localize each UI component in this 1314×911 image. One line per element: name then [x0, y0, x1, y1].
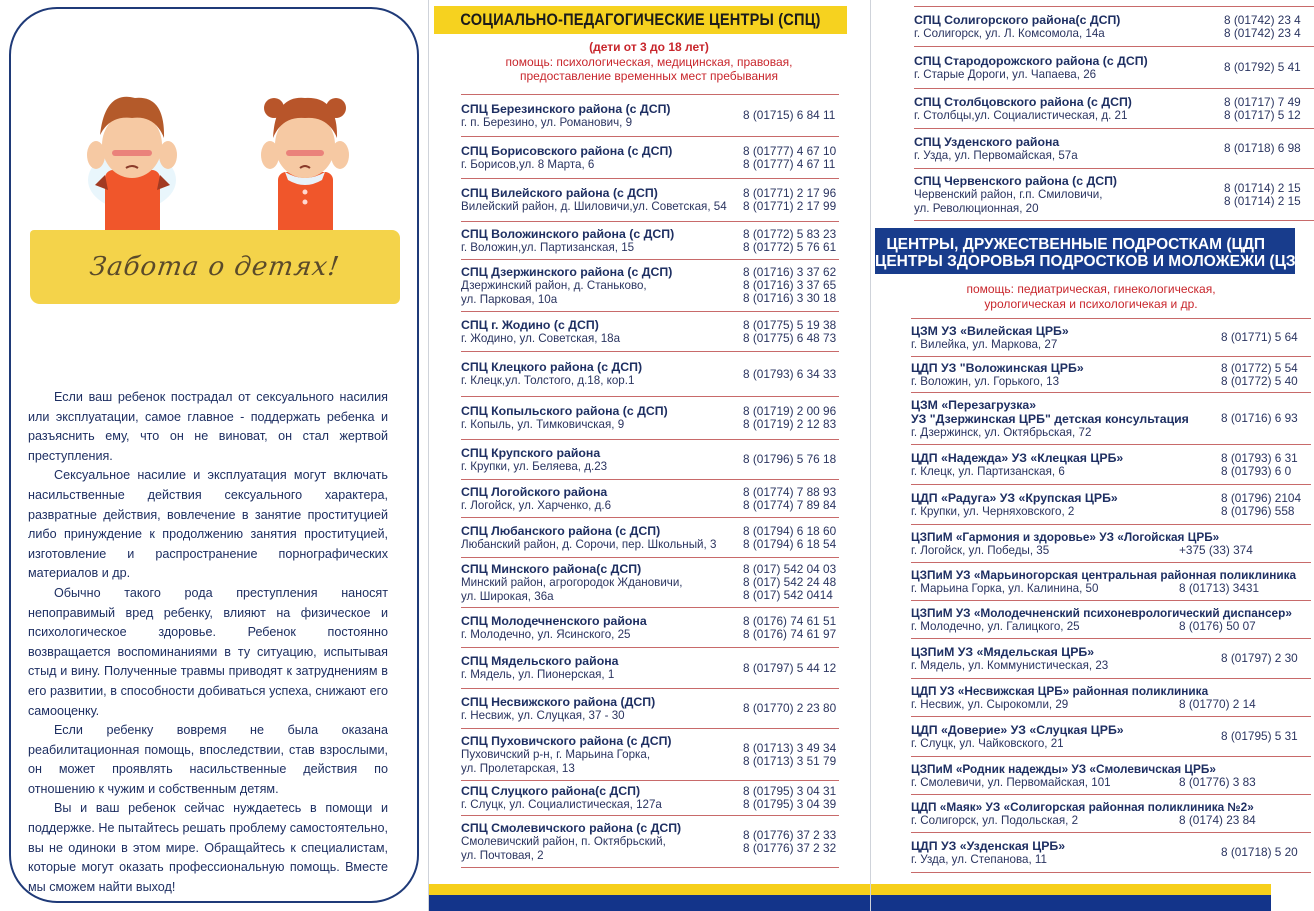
directory-entry [911, 638, 1311, 678]
entry-phone: 8 (01772) 5 54 [1221, 360, 1298, 375]
entry-details [914, 54, 1224, 82]
entry-name: СПЦ Солигорского района(с ДСП) [914, 12, 1121, 27]
yellow-stripe [871, 884, 1271, 895]
entry-name: СПЦ Стародорожского района (с ДСП) [914, 53, 1148, 68]
entry-name: ЦЗМ «Перезагрузка» [911, 397, 1037, 412]
entry-phones [743, 563, 839, 602]
entry-name: СПЦ Слуцкого района(с ДСП) [461, 784, 641, 799]
boy-figure [87, 97, 177, 240]
entry-phone: 8 (0174) 23 84 [1179, 812, 1256, 827]
entry-address: Вилейский район, д. Шиловичи,ул. Советская, 54 [461, 200, 727, 214]
directory-entry [914, 88, 1314, 128]
entry-name: ЦДП «Доверие» УЗ «Слуцкая ЦРБ» [911, 722, 1124, 737]
entry-name: ЦДП «Маяк» УЗ «Солигорская районная поликлиника №2» [911, 799, 1254, 814]
entry-phone: 8 (01716) 6 93 [1221, 411, 1298, 425]
entry-name: СПЦ Минского района(с ДСП) [461, 562, 642, 576]
entry-address: г. Воложин,ул. Партизанская, 15 [461, 240, 635, 254]
entry-details [461, 186, 743, 214]
entry-address: г. Мядель, ул. Пионерская, 1 [461, 668, 615, 682]
entry-phone: 8 (01771) 2 17 99 [743, 199, 837, 213]
entry-address: Любанский район, д. Сорочи, пер. Школьный, 3 [461, 537, 717, 551]
entry-phones [743, 228, 839, 254]
entry-address: ул. Парковая, 10а [461, 292, 558, 306]
entry-details [461, 734, 743, 775]
directory-entry [914, 168, 1314, 220]
entry-address: г. Слуцк, ул. Чайковского, 21 [911, 736, 1064, 750]
entry-name: СПЦ г. Жодино (с ДСП) [461, 317, 599, 332]
entry-phones [1224, 182, 1314, 208]
entry-address-row [911, 698, 1311, 712]
entry-name: ЦДП «Радуга» УЗ «Крупская ЦРБ» [911, 490, 1118, 505]
cdp-directory-panel [870, 0, 1302, 911]
entry-phones [743, 615, 839, 641]
entry-phone: 8 (01793) 6 34 33 [743, 366, 837, 381]
entry-phone: 8 (01772) 5 76 61 [743, 239, 837, 254]
entry-address: г. Копыль, ул. Тимковичская, 9 [461, 418, 625, 432]
entry-phone: 8 (01794) 6 18 54 [743, 536, 837, 551]
entry-name: СПЦ Пуховичского района (с ДСП) [461, 734, 672, 748]
entry-phone: 8 (017) 542 04 03 [743, 562, 837, 576]
directory-entry [461, 607, 839, 647]
entry-address: г. Узда, ул. Степанова, 11 [911, 852, 1047, 866]
entry-phones [743, 453, 839, 466]
entry-phones [1224, 14, 1314, 40]
entry-phone: 8 (01777) 4 67 10 [743, 143, 837, 158]
entry-name: ЦЗПиМ УЗ «Марьиногорская центральная районная поликлиника [911, 567, 1297, 582]
directory-entry [461, 557, 839, 607]
entry-name: СПЦ Любанского района (с ДСП) [461, 523, 661, 538]
entry-phone: 8 (01713) 3 49 34 [743, 740, 837, 755]
directory-entry [911, 524, 1311, 562]
entry-address: г. Слуцк, ул. Социалистическая, 127а [461, 798, 662, 812]
entry-details [911, 451, 1221, 479]
navy-stripe [429, 895, 871, 911]
entry-name: ЦДП «Надежда» УЗ «Клецкая ЦРБ» [911, 450, 1124, 465]
entry-address: г. Вилейка, ул. Маркова, 27 [911, 337, 1058, 351]
entry-phone: 8 (01770) 2 14 [1179, 696, 1256, 711]
entry-name: СПЦ Воложинского района (с ДСП) [461, 226, 675, 241]
entry-details [461, 524, 743, 552]
entry-name: СПЦ Смолевичского района (с ДСП) [461, 821, 682, 835]
directory-entry [461, 479, 839, 517]
entry-phone: 8 (017) 542 24 48 [743, 575, 837, 589]
entry-details [461, 404, 743, 432]
help-line: помощь: педиатрическая, гинекологическая, [966, 282, 1216, 296]
entry-phone: 8 (01719) 2 00 96 [743, 404, 837, 418]
entry-address: г. Узда, ул. Первомайская, 57а [914, 148, 1078, 162]
paragraph: Обычно такого рода преступления наносят непоправимый вред ребенку, влияют на физическое и психологическое здоровье. Ребенок постоянно возвращается воспоминаниями в ту ситуацию, испытывая стыд и вину. Полученные травмы приводят к затруднениям в его развитии, в способности добиваться успеха, снижают его самооценку. [28, 585, 388, 718]
directory-entry [911, 600, 1311, 638]
girl-figure [261, 98, 349, 240]
entry-phones [1221, 452, 1311, 478]
entry-phone: 8 (01715) 6 84 11 [743, 108, 836, 122]
entry-address: г. Борисов,ул. 8 Марта, 6 [461, 157, 595, 171]
directory-entry [461, 311, 839, 351]
entry-name: ЦЗПиМ УЗ «Мядельская ЦРБ» [911, 644, 1095, 659]
entry-name: ЦЗПиМ «Гармония и здоровье» УЗ «Логойская ЦРБ» [911, 529, 1220, 544]
entry-phone: 8 (01771) 5 64 [1221, 330, 1298, 344]
directory-entry [461, 221, 839, 259]
entry-address: г. Марьина Горка, ул. Калинина, 50 [911, 581, 1099, 595]
entry-details [911, 800, 1311, 828]
divider [461, 867, 839, 868]
entry-address: Червенский район, г.п. Смиловичи, [914, 188, 1103, 201]
entry-phones [743, 742, 839, 768]
entry-address: г. Воложин, ул. Горького, 13 [911, 374, 1060, 388]
entry-address: г. Клецк,ул. Толстого, д.18, кор.1 [461, 374, 635, 388]
entry-details [911, 606, 1311, 634]
entry-phone: 8 (01716) 3 37 62 [743, 265, 837, 279]
entry-name: ЦДП УЗ "Воложинская ЦРБ» [911, 360, 1084, 375]
entry-phone: 8 (0176) 74 61 51 [743, 613, 837, 628]
entry-phone: 8 (01714) 2 15 [1224, 193, 1301, 208]
entry-phone: 8 (01776) 3 83 [1179, 774, 1256, 789]
entry-phones [743, 266, 839, 305]
entry-address: г. Старые Дороги, ул. Чапаева, 26 [914, 67, 1097, 81]
entry-address: г. Солигорск, ул. Подольская, 2 [911, 813, 1079, 827]
entry-details [461, 695, 743, 723]
entry-details [914, 174, 1224, 215]
paragraph: Сексуальное насилие и эксплуатация могут включать насильственные действия сексуального характера, развратные действия, вовлечение в занятие проституцией либо принуждение к продолжению занятия проституцией, изготовление и распространение порнографических материалов и др. [28, 468, 388, 581]
entry-details [461, 562, 743, 603]
entry-name: СПЦ Дзержинского района (с ДСП) [461, 265, 673, 279]
entry-phone: 8 (01714) 2 15 [1224, 180, 1301, 195]
entry-address: г. Несвиж, ул. Слуцкая, 37 - 30 [461, 708, 625, 722]
entry-address: Пуховичский р-н, г. Марьина Горка, [461, 748, 651, 761]
directory-entry [911, 716, 1311, 756]
entry-phone: 8 (01774) 7 88 93 [743, 484, 837, 499]
entry-phone: 8 (01772) 5 40 [1221, 373, 1298, 388]
directory-entry [911, 678, 1311, 716]
directory-entry [914, 46, 1314, 88]
entry-phone: 8 (01770) 2 23 80 [743, 701, 837, 715]
entry-phone: 8 (01797) 5 44 12 [743, 660, 837, 675]
directory-entry [911, 794, 1311, 832]
entry-address: г. Солигорск, ул. Л. Комсомола, 14а [914, 26, 1105, 40]
entry-phones [743, 319, 839, 345]
entry-phones [1221, 331, 1311, 344]
entry-details [911, 723, 1221, 751]
directory-entry [911, 832, 1311, 872]
entry-details [461, 654, 743, 682]
entry-address: г. Клецк, ул. Партизанская, 6 [911, 464, 1065, 478]
entry-phones [743, 145, 839, 171]
entry-phones [1221, 652, 1311, 665]
entry-address-row [911, 620, 1311, 634]
directory-entry [461, 351, 839, 396]
navy-stripe [871, 895, 1271, 911]
entry-phone: 8 (01793) 6 0 [1221, 463, 1292, 478]
entry-address: ул. Широкая, 36а [461, 589, 554, 603]
entry-phone: 8 (01795) 5 31 [1221, 729, 1298, 743]
entry-address: г. Молодечно, ул. Галицкого, 25 [911, 619, 1080, 633]
entry-phone: 8 (01716) 3 30 18 [743, 291, 837, 305]
spc-entries-list [461, 94, 839, 868]
entry-name: ЦДП УЗ «Узденская ЦРБ» [911, 838, 1066, 853]
spc-directory-panel [428, 0, 870, 911]
entry-name: СПЦ Мядельского района [461, 654, 619, 669]
entry-details [911, 568, 1311, 596]
entry-name: СПЦ Узденского района [914, 134, 1060, 149]
entry-phone: 8 (01771) 2 17 96 [743, 186, 837, 200]
entry-address: ул. Революционная, 20 [914, 201, 1039, 215]
cdp-title-line: ЦЕНТРЫ, ДРУЖЕСТВЕННЫЕ ПОДРОСТКАМ (ЦДП [886, 236, 1265, 253]
entry-details [461, 485, 743, 513]
directory-entry [461, 688, 839, 728]
entry-details [461, 102, 743, 130]
divider [911, 872, 1311, 873]
entry-phones [743, 405, 839, 431]
entry-details [914, 13, 1224, 41]
directory-entry [461, 647, 839, 688]
help-line: предоставление временных мест пребывания [520, 69, 778, 83]
entry-phones [743, 702, 839, 715]
entry-phones [1224, 61, 1314, 74]
entry-name: СПЦ Вилейского района (с ДСП) [461, 186, 658, 201]
entry-details [911, 684, 1311, 712]
divider [914, 220, 1314, 221]
entry-address: г. п. Березино, ул. Романович, 9 [461, 115, 633, 129]
cdp-subtitle [921, 282, 1261, 312]
entry-name: ЦЗПиМ «Родник надежды» УЗ «Смолевичская ЦРБ» [911, 761, 1216, 776]
directory-entry [461, 728, 839, 780]
leaflet-cover-panel [0, 0, 428, 911]
directory-entry [911, 392, 1311, 444]
entry-details [911, 324, 1221, 352]
entry-phone: 8 (01718) 6 98 [1224, 141, 1301, 155]
entry-phone: 8 (01742) 23 4 [1224, 25, 1301, 40]
entry-name: СПЦ Клецкого района (с ДСП) [461, 360, 643, 375]
entry-details [461, 318, 743, 346]
directory-entry [461, 439, 839, 479]
yellow-stripe [429, 884, 871, 895]
entry-phones [743, 109, 839, 122]
directory-entry [461, 396, 839, 439]
entry-phone: 8 (0176) 74 61 97 [743, 626, 837, 641]
entry-address-row [911, 544, 1311, 558]
entry-address-row [911, 814, 1311, 828]
entry-phones [1224, 96, 1314, 122]
entry-phone: 8 (01774) 7 89 84 [743, 497, 837, 512]
age-note: (дети от 3 до 18 лет) [589, 40, 709, 54]
entry-address: г. Несвиж, ул. Сырокомли, 29 [911, 697, 1069, 711]
directory-entry [914, 128, 1314, 168]
entry-address: г. Молодечно, ул. Ясинского, 25 [461, 627, 631, 641]
entry-name: ЦДП УЗ «Несвижская ЦРБ» районная поликлиника [911, 683, 1209, 698]
entry-address-row [911, 582, 1311, 596]
spc-section-header [434, 6, 847, 34]
entry-phones [1221, 492, 1311, 518]
entry-address: Минский район, агрогородок Ждановичи, [461, 576, 683, 589]
entry-details [461, 614, 743, 642]
cdp-entries-list [911, 318, 1311, 873]
directory-entry [461, 94, 839, 136]
directory-entry [914, 6, 1314, 46]
directory-entry [911, 756, 1311, 794]
entry-phone: 8 (01777) 4 67 11 [743, 156, 836, 171]
entry-phones [1221, 730, 1311, 743]
entry-phones [743, 525, 839, 551]
entry-name: СПЦ Столбцовского района (с ДСП) [914, 94, 1132, 109]
entry-phones [743, 829, 839, 855]
help-line: помощь: психологическая, медицинская, правовая, [505, 54, 793, 69]
entry-details [461, 360, 743, 388]
entry-address: г. Жодино, ул. Советская, 18а [461, 331, 621, 345]
banner-title: Забота о детях! [88, 252, 342, 282]
entry-phone: 8 (01796) 2104 [1221, 490, 1302, 505]
entry-phone: 8 (01775) 5 19 38 [743, 317, 837, 332]
entry-address: г. Крупки, ул. Беляева, д.23 [461, 459, 608, 473]
entry-details [461, 446, 743, 474]
entry-address: г. Смолевичи, ул. Первомайская, 101 [911, 775, 1111, 789]
directory-entry [461, 259, 839, 311]
entry-phone: 8 (01775) 6 48 73 [743, 330, 837, 345]
entry-phone: 8 (01793) 6 31 [1221, 450, 1298, 465]
entry-address: г. Столбцы,ул. Социалистическая, д. 21 [914, 108, 1128, 122]
entry-details [911, 491, 1221, 519]
entry-phone: 8 (01713) 3431 [1179, 580, 1260, 595]
directory-entry [461, 517, 839, 557]
directory-entry [461, 178, 839, 221]
entry-phone: 8 (01795) 3 04 39 [743, 797, 837, 811]
crying-children-illustration [60, 60, 380, 240]
entry-phone: 8 (01717) 5 12 [1224, 107, 1301, 122]
entry-phone: 8 (01795) 3 04 31 [743, 784, 837, 798]
entry-name: СПЦ Березинского района (с ДСП) [461, 101, 671, 116]
entry-details [911, 530, 1311, 558]
entry-address: ул. Пролетарская, 13 [461, 761, 575, 775]
entry-details [461, 144, 743, 172]
entry-phone: 8 (01792) 5 41 [1224, 60, 1301, 74]
entry-phone: 8 (01772) 5 83 23 [743, 226, 837, 241]
entry-phones [743, 785, 839, 811]
entry-phone: 8 (01776) 37 2 33 [743, 827, 837, 842]
paragraph: Если ваш ребенок пострадал от сексуального насилия или эксплуатации, самое главное - поддержать ребенка и разъяснить ему, что он не виноват, он стал жертвой преступления. [28, 390, 388, 463]
entry-address-row [911, 776, 1311, 790]
entry-phone: 8 (01719) 2 12 83 [743, 417, 837, 431]
paragraph: Если ребенку вовремя не была оказана реабилитационная помощь, впоследствии, став взрослыми, он может проявлять насильственные действия по отношению к чужим и собственным детям. [28, 723, 388, 796]
entry-address: г. Дзержинск, ул. Октябрьская, 72 [911, 425, 1092, 439]
spc-subtitle [459, 40, 839, 84]
entry-name: СПЦ Логойского района [461, 484, 608, 499]
entry-name: СПЦ Копыльского района (с ДСП) [461, 404, 668, 419]
entry-phones [1221, 362, 1311, 388]
entry-name: СПЦ Несвижского района (ДСП) [461, 694, 656, 709]
paragraph: Вы и ваш ребенок сейчас нуждаетесь в помощи и поддержке. Не пытайтесь решать проблему самостоятельно, вы не одиноки в этом мире. Обращайтесь к специалистам, которые могут оказать профессиональную помощь. Вместе мы сможем найти выход! [28, 801, 388, 894]
entry-details [461, 821, 743, 862]
directory-entry [911, 484, 1311, 524]
entry-details [461, 227, 743, 255]
entry-address: г. Мядель, ул. Коммунистическая, 23 [911, 658, 1109, 672]
entry-phone: 8 (01796) 558 [1221, 503, 1295, 518]
entry-details [914, 95, 1224, 123]
entry-phone: 8 (01716) 3 37 65 [743, 278, 837, 292]
care-banner [30, 230, 400, 304]
entry-details [461, 265, 743, 306]
cdp-section-header [875, 228, 1295, 274]
entry-name: СПЦ Червенского района (с ДСП) [914, 174, 1118, 188]
entry-phones [743, 187, 839, 213]
entry-details [461, 784, 743, 812]
entry-address: г. Крупки, ул. Черняховского, 2 [911, 504, 1075, 518]
cdp-title-line: ЦЕНТРЫ ЗДОРОВЬЯ ПОДРОСТКОВ И МОЛОЖЕЖИ (ЦЗ [875, 253, 1296, 270]
entry-details [911, 762, 1311, 790]
entry-phones [1224, 142, 1314, 155]
entry-details [911, 645, 1221, 673]
entry-name: СПЦ Крупского района [461, 445, 601, 460]
entry-phone: 8 (0176) 50 07 [1179, 618, 1256, 633]
entry-details [911, 361, 1221, 389]
entry-phone: +375 (33) 374 [1179, 542, 1253, 557]
directory-entry [461, 136, 839, 178]
entry-phone: 8 (01796) 5 76 18 [743, 452, 837, 466]
entry-phones [743, 662, 839, 675]
entry-phone: 8 (01742) 23 4 [1224, 12, 1301, 27]
directory-entry [461, 815, 839, 867]
entry-phones [743, 368, 839, 381]
leaflet-body [28, 388, 388, 897]
entry-name: ЦЗМ УЗ «Вилейская ЦРБ» [911, 323, 1069, 338]
entry-phone: 8 (01718) 5 20 [1221, 845, 1298, 859]
directory-entry [911, 356, 1311, 392]
entry-name: СПЦ Молодечненского района [461, 613, 647, 628]
entry-phone: 8 (01794) 6 18 60 [743, 523, 837, 538]
entry-address: Смолевичский район, п. Октябрьский, [461, 835, 666, 848]
entry-phone: 8 (01797) 2 30 [1221, 651, 1298, 665]
entry-details [911, 398, 1221, 440]
entry-details [914, 135, 1224, 163]
entry-address: ул. Почтовая, 2 [461, 848, 544, 862]
entry-phones [1221, 412, 1311, 425]
entry-name-line2: УЗ "Дзержинская ЦРБ" детская консультация [911, 411, 1189, 426]
entry-phone: 8 (01713) 3 51 79 [743, 753, 837, 768]
help-line: урологическая и психологичекая и др. [984, 297, 1198, 311]
entry-phone: 8 (01717) 7 49 [1224, 94, 1301, 109]
entry-phone: 8 (017) 542 0414 [743, 588, 833, 602]
directory-entry [911, 562, 1311, 600]
directory-entry [911, 318, 1311, 356]
entry-address: Дзержинский район, д. Станьково, [461, 279, 647, 292]
directory-entry [911, 444, 1311, 484]
directory-entry [461, 780, 839, 815]
spc-title: СОЦИАЛЬНО-ПЕДАГОГИЧЕСКИЕ ЦЕНТРЫ (СПЦ) [460, 10, 821, 29]
entry-phones [743, 486, 839, 512]
entry-address: г. Логойск, ул. Победы, 35 [911, 543, 1050, 557]
entry-phones [1221, 846, 1311, 859]
entry-address: г. Логойск, ул. Харченко, д.6 [461, 498, 612, 512]
entry-phone: 8 (01776) 37 2 32 [743, 840, 837, 855]
spc-entries-continued [914, 6, 1314, 221]
entry-name: ЦЗПиМ УЗ «Молодечненский психоневрологический диспансер» [911, 605, 1292, 620]
entry-details [911, 839, 1221, 867]
entry-name: СПЦ Борисовского района (с ДСП) [461, 143, 673, 158]
